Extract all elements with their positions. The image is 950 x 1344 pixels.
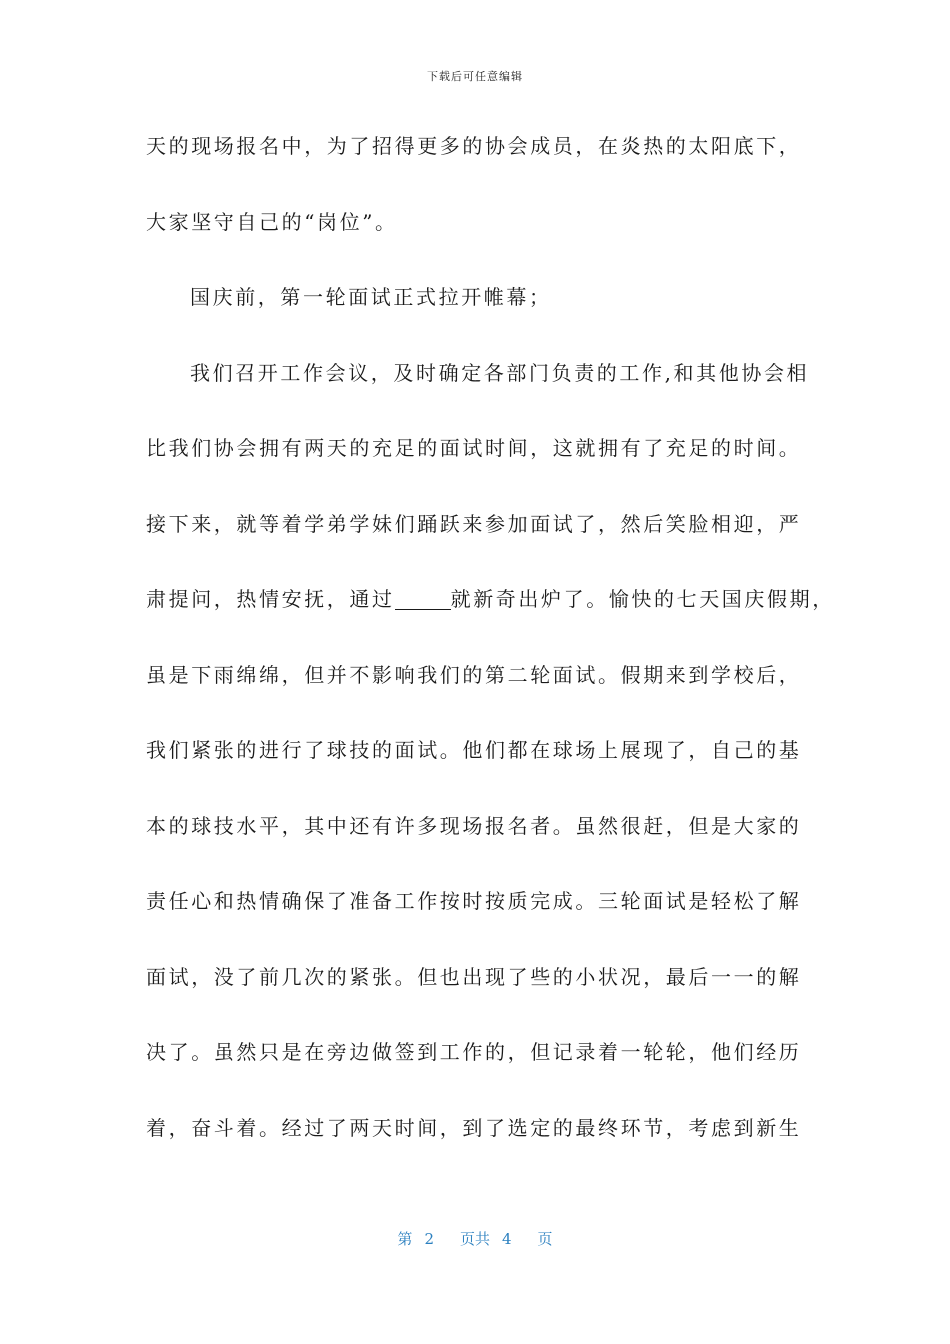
paragraph-line: 天的现场报名中，为了招得更多的协会成员，在炎热的太阳底下， — [146, 134, 802, 158]
fill-in-blank — [395, 587, 451, 610]
header-note: 下载后可任意编辑 — [427, 70, 523, 83]
paragraph-line: 我们召开工作会议，及时确定各部门负责的工作,和其他协会相 — [190, 360, 810, 385]
footer-middle: 页共 — [459, 1230, 490, 1248]
paragraph-line: 比我们协会拥有两天的充足的面试时间，这就拥有了充足的时间。 — [146, 436, 802, 460]
paragraph-line: 着，奋斗着。经过了两天时间，到了选定的最终环节，考虑到新生 — [146, 1115, 802, 1140]
paragraph-line: 虽是下雨绵绵，但并不影响我们的第二轮面试。假期来到学校后， — [146, 662, 802, 687]
current-page-number: 2 — [424, 1230, 434, 1248]
paragraph-line: 我们紧张的进行了球技的面试。他们都在球场上展现了，自己的基 — [146, 738, 802, 762]
paragraph-line-with-blank — [146, 579, 835, 655]
footer-suffix: 页 — [537, 1230, 553, 1248]
total-pages-number: 4 — [502, 1230, 512, 1248]
document-body — [146, 126, 835, 1183]
line-text-before-blank: 肃提问，热情安抚，通过 — [146, 587, 395, 611]
line-text-after-blank: 就新奇出炉了。愉快的七天国庆假期， — [450, 587, 835, 611]
paragraph-line: 本的球技水平，其中还有许多现场报名者。虽然很赶，但是大家的 — [146, 813, 802, 838]
paragraph-line: 面试，没了前几次的紧张。但也出现了些的小状况，最后一一的解 — [146, 964, 802, 989]
paragraph-line: 责任心和热情确保了准备工作按时按质完成。三轮面试是轻松了解 — [146, 889, 802, 913]
page-footer — [0, 1228, 950, 1249]
paragraph-line: 决了。虽然只是在旁边做签到工作的，但记录着一轮轮，他们经历 — [146, 1040, 802, 1064]
paragraph-line: 接下来，就等着学弟学妹们踊跃来参加面试了，然后笑脸相迎，严 — [146, 511, 802, 536]
paragraph-line: 国庆前，第一轮面试正式拉开帷幕； — [190, 285, 552, 309]
footer-prefix: 第 — [397, 1230, 413, 1248]
paragraph-line: 大家坚守自己的“岗位”。 — [146, 209, 398, 234]
